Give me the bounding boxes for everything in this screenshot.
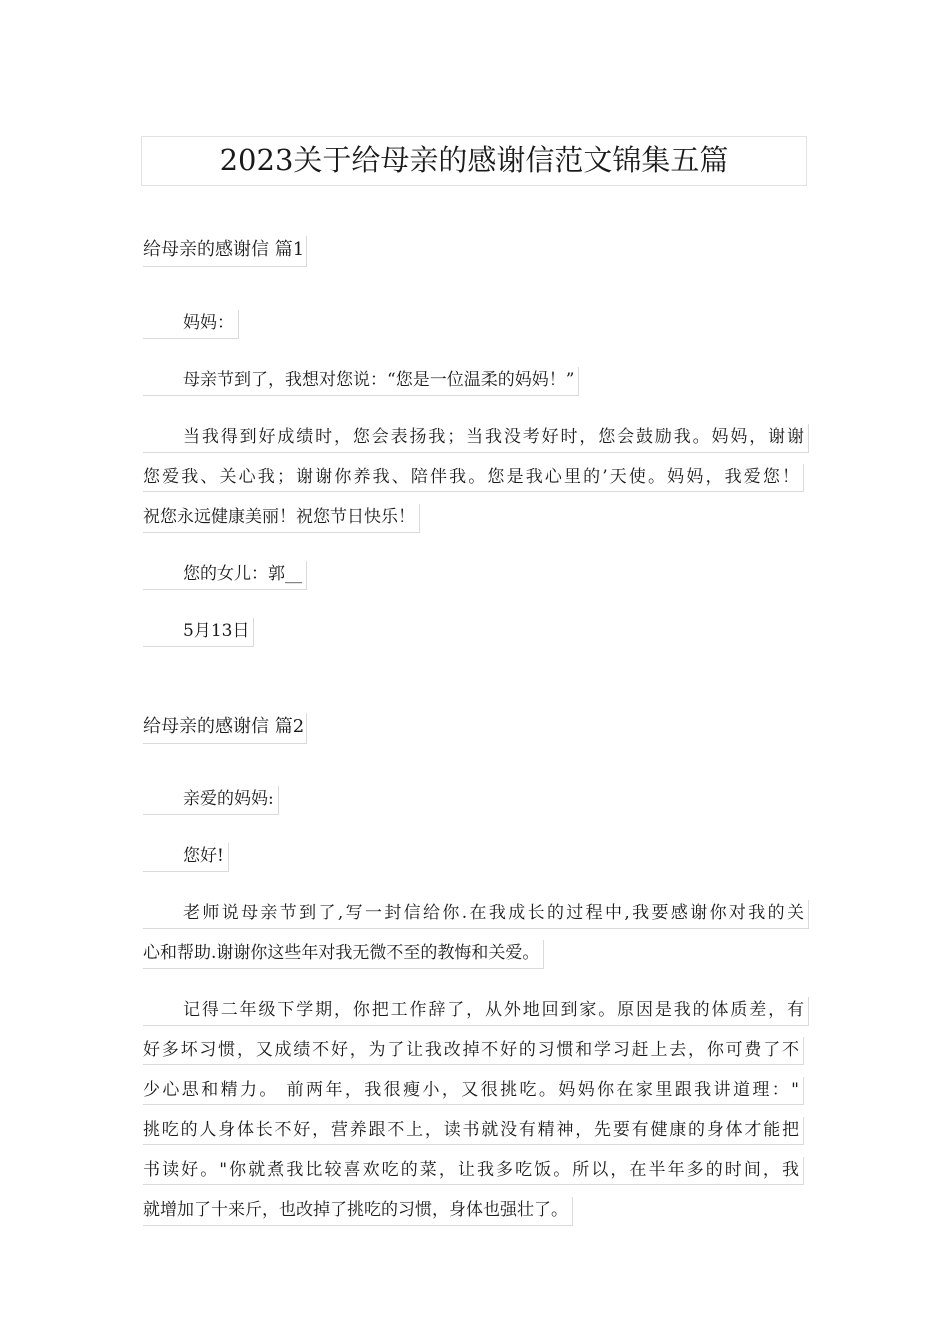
paragraph-line: 老师说母亲节到了,写一封信给你.在我成长的过程中,我要感谢你对我的关 [143,900,809,929]
paragraph-line: 记得二年级下学期，你把工作辞了，从外地回到家。原因是我的体质差，有 [143,997,809,1026]
section-heading-2: 给母亲的感谢信 篇2 [143,713,307,744]
salutation: 亲爱的妈妈: [143,786,279,815]
paragraph-line: 祝您永远健康美丽！祝您节日快乐！ [143,504,420,533]
greeting: 您好! [143,843,229,872]
paragraph-line: 就增加了十来斤，也改掉了挑吃的习惯，身体也强壮了。 [143,1197,573,1226]
signature: 您的女儿：郭__ [143,561,307,590]
paragraph-line: 少心思和精力。 前两年，我很瘦小，又很挑吃。妈妈你在家里跟我讲道理：" [143,1077,804,1105]
salutation: 妈妈： [143,310,239,339]
document-title: 2023关于给母亲的感谢信范文锦集五篇 [141,136,807,186]
paragraph-line: 书读好。"你就煮我比较喜欢吃的菜，让我多吃饭。所以，在半年多的时间，我 [143,1157,804,1185]
paragraph-line: 您爱我、关心我；谢谢你养我、陪伴我。您是我心里的’天使。妈妈，我爱您！ [143,464,804,492]
paragraph-line: 心和帮助.谢谢你这些年对我无微不至的教悔和关爱。 [143,940,544,969]
paragraph-line: 母亲节到了，我想对您说：“您是一位温柔的妈妈！” [143,367,579,396]
section-heading-1: 给母亲的感谢信 篇1 [143,236,307,267]
paragraph-line: 挑吃的人身体长不好，营养跟不上，读书就没有精神，先要有健康的身体才能把 [143,1117,804,1145]
paragraph-line: 当我得到好成绩时，您会表扬我；当我没考好时，您会鼓励我。妈妈，谢谢 [143,424,809,453]
paragraph-line: 好多坏习惯，又成绩不好，为了让我改掉不好的习惯和学习赶上去，你可费了不 [143,1037,804,1065]
letter-date: 5月13日 [143,618,254,647]
